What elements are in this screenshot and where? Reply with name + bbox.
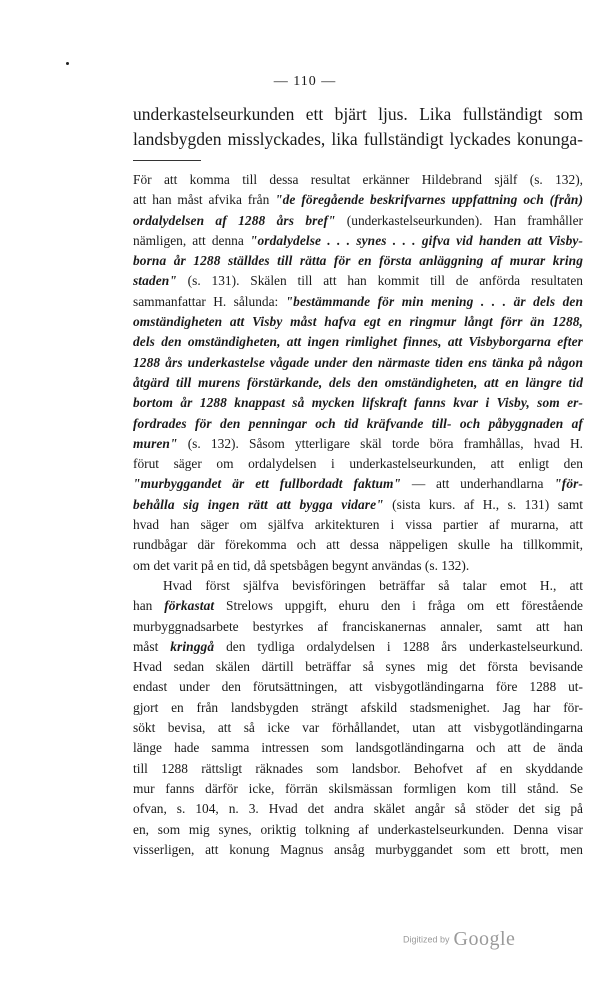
footnote-line: [133, 211, 583, 231]
footnote-line: [133, 271, 583, 291]
text-segment: (s. 132). Såsom ytterligare skäl torde böra framhållas, hvad H.: [177, 435, 583, 451]
footnote-line: [133, 617, 583, 637]
text-segment: att han måst afvika från: [133, 192, 276, 208]
footnote-line: [133, 454, 583, 474]
emphasized-text: borna år 1288 ställdes till rätta för en första anläggning af murar kring: [133, 253, 583, 269]
footnote-line: [133, 677, 583, 697]
footnote-divider: [133, 160, 201, 161]
footnote-line: [133, 779, 583, 799]
emphasized-text: omständigheten att Visby måst hafva egt en ringmur långt förr än 1288,: [133, 314, 583, 330]
main-text-line: landsbygden misslyckades, lika fullständigt lyckades konunga-: [133, 129, 583, 149]
text-segment: — att underhandlarna: [401, 476, 555, 492]
emphasized-text: förkastat: [164, 598, 215, 614]
footnote-line: [133, 434, 583, 454]
emphasized-text: kringgå: [170, 638, 215, 654]
footnote-line: [133, 738, 583, 758]
emphasized-text: staden": [133, 273, 177, 289]
footnote-line: [133, 820, 583, 840]
text-segment: För att komma till dessa resultat erkänner Hildebrand själf (s. 132),: [133, 172, 583, 187]
emphasized-text: åtgärd till murens förstärkande, dels den omständigheten, att en längre tid: [133, 374, 583, 390]
text-segment: sammanfattar H. sålunda:: [133, 293, 286, 309]
text-segment: gjort en från landsbygden strängt afskild stadsmenighet. Jag har för-: [133, 699, 583, 715]
footnote-line: [133, 495, 583, 515]
emphasized-text: "de föregående beskrifvarnes uppfattning och (från): [275, 192, 584, 208]
footnote-line: [133, 312, 583, 332]
text-segment: murbyggnadsarbete bestyrkes af franciskanernas annaler, samt att han: [133, 618, 583, 634]
emphasized-text: fordrades för den penningar och tid kräfvande till- och påbyggnaden af: [133, 415, 583, 431]
emphasized-text: "bestämmande för min mening . . . är dels den: [285, 293, 583, 309]
footnote-line: [133, 474, 583, 494]
text-segment: nämligen, att denna: [133, 232, 250, 248]
footnote-line: [133, 515, 583, 535]
text-segment: mur fanns därför icke, förrän skilsmässan formligen kom till stånd. Se: [133, 780, 583, 796]
text-segment: endast under den förutsättningen, att visbygotländingarna före 1288 ut-: [133, 679, 583, 695]
text-segment: Strelows uppgift, ehuru den i fråga om ett förestående: [214, 598, 583, 614]
text-segment: (sista kurs. af H., s. 131) samt: [383, 496, 583, 512]
emphasized-text: 1288 års underkastelse vågade under den närmaste tiden ens tänka på någon: [133, 354, 583, 370]
text-segment: rundbågar där förekomma och att dessa näppeligen skulle ha tillkommit,: [133, 537, 583, 553]
page-number: — 110 —: [273, 74, 337, 89]
main-text-line: underkastelseurkunden ett bjärt ljus. Lika fullständigt som: [133, 104, 583, 124]
footnote-line: [133, 190, 583, 210]
footnote-line: [133, 759, 583, 779]
text-segment: måst: [133, 638, 171, 654]
footnote-line: [133, 231, 583, 251]
footnote-line: [133, 373, 583, 393]
emphasized-text: dels den omständigheten, att ingen rimlighet finnes, att Visbyborgarna efter: [133, 334, 583, 350]
emphasized-text: "ordalydelse . . . synes . . . gifva vid handen att Visby-: [249, 232, 583, 248]
footnote-line: [133, 332, 583, 352]
footnote: [133, 170, 583, 860]
text-segment: Hvad först själfva bevisföringen beträffar så talar emot H., att: [163, 577, 583, 593]
text-segment: hvad han säger om själfva arkitekturen i vissa partier af murarna, att: [133, 517, 583, 533]
footnote-line: [133, 637, 583, 657]
text-segment: han: [133, 598, 165, 614]
text-segment: förut säger om ordalydelsen i underkastelseurkunden, att enligt den: [133, 456, 583, 472]
text-segment: (s. 131). Skälen till att han kommit till de anförda resultaten: [176, 273, 583, 289]
footnote-line: [133, 170, 583, 190]
watermark-prefix: Digitized by: [403, 934, 450, 945]
footnote-line: [133, 353, 583, 373]
emphasized-text: bortom år 1288 knappast så mycken lifskraft fanns kvar i Visby, som er-: [133, 395, 583, 411]
emphasized-text: "murbyggandet är ett fullbordadt faktum": [133, 476, 402, 492]
footnote-line: [133, 535, 583, 555]
text-segment: Hvad sedan skälen därtill beträffar så synes mig det första bevisande: [133, 659, 583, 675]
footnote-line: [133, 576, 583, 596]
main-text: [133, 102, 583, 152]
footnote-line: [133, 251, 583, 271]
text-segment: en, som mig synes, oriktig tolkning af underkastelseurkunden. Denna visar: [133, 821, 583, 837]
footnote-line: [133, 292, 583, 312]
text-segment: den tydliga ordalydelsen i 1288 års underkastelseurkund.: [214, 638, 584, 654]
text-segment: länge hade samma intressen som landsgotländingarna och att de ända: [133, 740, 583, 756]
watermark-brand: Google: [453, 928, 516, 950]
text-segment: (underkastelseurkunden). Han framhåller: [335, 212, 583, 228]
footnote-line: [133, 840, 583, 860]
footnote-line: [133, 657, 583, 677]
footnote-line: [133, 596, 583, 616]
text-segment: om det varit på en tid, då spetsbågen begynt användas (s. 132).: [133, 557, 470, 573]
footnote-line: [133, 799, 583, 819]
text-segment: visserligen, att konung Magnus ansåg murbyggandet som ett brott, men: [133, 841, 583, 857]
emphasized-text: muren": [133, 435, 178, 451]
text-segment: sökt bevisa, att så icke var förhållandet, utan att visbygotländingarna: [133, 720, 583, 736]
emphasized-text: ordalydelsen af 1288 års bref": [133, 212, 336, 228]
emphasized-text: "för-: [554, 476, 583, 492]
footnote-line: [133, 556, 583, 576]
footnote-line: [133, 698, 583, 718]
footnote-line: [133, 414, 583, 434]
text-segment: till 1288 rättsligt räknades som landsbor. Behofvet af en skyddande: [133, 760, 583, 776]
digitized-by-google-watermark: [403, 928, 515, 951]
stray-mark: [66, 62, 69, 65]
footnote-line: [133, 393, 583, 413]
footnote-line: [133, 718, 583, 738]
emphasized-text: behålla sig ingen rätt att bygga vidare": [133, 496, 384, 512]
text-segment: ofvan, s. 104, n. 3. Hvad det andra skälet angår så stöder det sig på: [133, 801, 583, 817]
